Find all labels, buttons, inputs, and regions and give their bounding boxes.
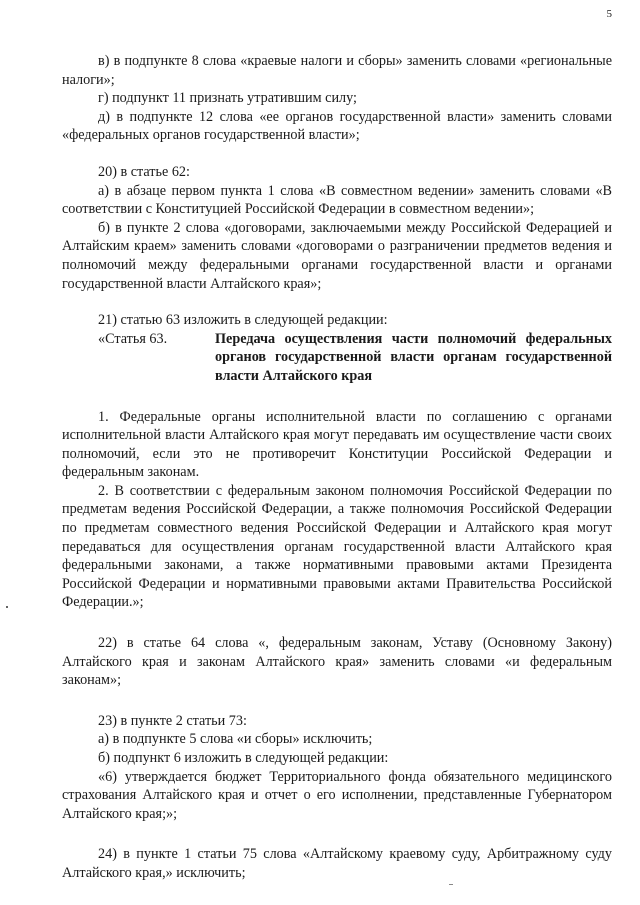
scan-mark — [449, 884, 453, 885]
item-23-heading: 23) в пункте 2 статьи 73: — [98, 712, 247, 729]
page-number: 5 — [606, 8, 612, 20]
article-title: Передача осуществления части полномочий федеральных органов государственной власти органам государственной власти Алтайского края — [215, 330, 612, 384]
item-g-subparagraph-11: г) подпункт 11 признать утратившим силу; — [98, 90, 357, 107]
document-body — [62, 52, 612, 883]
item-23-b-text: «6) утверждается бюджет Территориального фонда обязательного медицинского страхования Алтайского края и отчет о его исполнении, представленные Губернатором Алтайского края;»; — [62, 768, 612, 822]
item-20-a: а) в абзаце первом пункта 1 слова «В совместном ведении» заменить словами «В соответствии с Конституцией Российской Федерации в совместном ведении»; — [62, 182, 612, 218]
item-23-a: а) в подпункте 5 слова «и сборы» исключить; — [98, 731, 373, 748]
scan-speck — [6, 606, 8, 608]
article-63-paragraph-1: 1. Федеральные органы исполнительной власти по соглашению с органами исполнительной власти Алтайского края могут передавать им осуществление части своих полномочий, если это не противоречит Конституции Российской Федерации и федеральным законам. — [62, 408, 612, 481]
item-24: 24) в пункте 1 статьи 75 слова «Алтайскому краевому суду, Арбитражному суду Алтайского края,» исключить; — [62, 846, 612, 881]
article-63-heading — [98, 330, 612, 386]
item-22: 22) в статье 64 слова «, федеральным законам, Уставу (Основному Закону) Алтайского края и законам Алтайского края» заменить словами «и федеральным законам»; — [62, 635, 612, 689]
item-20-b: б) в пункте 2 слова «договорами, заключаемыми между Российской Федерацией и Алтайским краем» заменить словами «договорами о разграничении предметов ведения и полномочий между федеральными органами государственной власти и органами государственной власти Алтайского края»; — [62, 219, 612, 292]
item-d-subparagraph-12: д) в подпункте 12 слова «ее органов государственной власти» заменить словами «федеральных органов государственной власти»; — [62, 108, 612, 144]
item-v-subparagraph-8: в) в подпункте 8 слова «краевые налоги и сборы» заменить словами «региональные налоги»; — [62, 53, 612, 88]
item-23-b: б) подпункт 6 изложить в следующей редакции: — [98, 750, 389, 766]
item-20-heading: 20) в статье 62: — [98, 163, 190, 180]
item-21-heading: 21) статью 63 изложить в следующей редакции: — [98, 312, 388, 329]
article-63-paragraph-2: 2. В соответствии с федеральным законом полномочия Российской Федерации по предметам ведения Российской Федерации, а также полномочия Российской Федерации по предметам совместного ведения Российской Федерации и Алтайского края могут передаваться для осуществления органам государственной власти Алтайского края федеральными законами, а также нормативными правовыми актами Президента Российской Федерации и нормативными правовыми актами Правительства Российской Федерации.»; — [62, 482, 612, 611]
article-label: «Статья 63. — [98, 330, 168, 347]
